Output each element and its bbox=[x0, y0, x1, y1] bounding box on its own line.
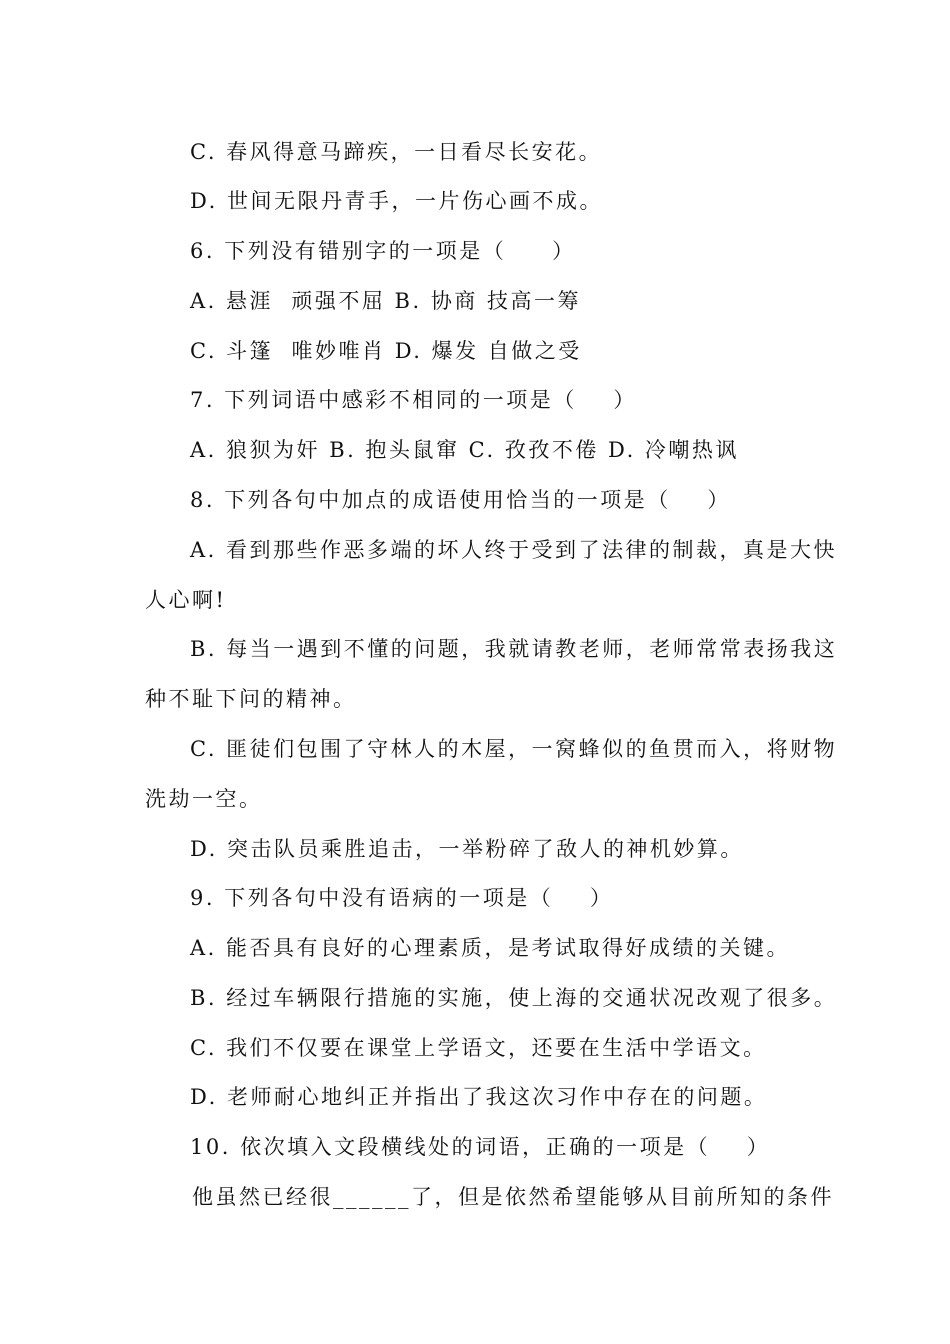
question-10: 10. 依次填入文段横线处的词语，正确的一项是（ ） bbox=[190, 1135, 771, 1159]
option-cd-q6: C. 斗篷 唯妙唯肖 D. 爆发 自做之受 bbox=[190, 339, 582, 363]
option-c-q8-continued: 洗劫一空。 bbox=[145, 787, 263, 811]
option-d-q5: D. 世间无限丹青手，一片伤心画不成。 bbox=[190, 189, 603, 213]
options-q7: A. 狼狈为奸 B. 抱头鼠窜 C. 孜孜不倦 D. 冷嘲热讽 bbox=[190, 438, 739, 462]
option-a-q8: A. 看到那些作恶多端的坏人终于受到了法律的制裁，真是大快 bbox=[190, 538, 838, 562]
question-9: 9. 下列各句中没有语病的一项是（ ） bbox=[190, 886, 614, 910]
option-c-q9: C. 我们不仅要在课堂上学语文，还要在生活中学语文。 bbox=[190, 1036, 767, 1060]
option-b-q8: B. 每当一遇到不懂的问题，我就请教老师，老师常常表扬我这 bbox=[190, 637, 838, 661]
option-c-q8: C. 匪徒们包围了守林人的木屋，一窝蜂似的鱼贯而入，将财物 bbox=[190, 737, 838, 761]
option-ab-q6: A. 悬涯 顽强不屈 B. 协商 技高一筹 bbox=[190, 289, 581, 313]
option-a-q9: A. 能否具有良好的心理素质，是考试取得好成绩的关键。 bbox=[190, 936, 791, 960]
option-d-q8: D. 突击队员乘胜追击，一举粉碎了敌人的神机妙算。 bbox=[190, 837, 744, 861]
question-8: 8. 下列各句中加点的成语使用恰当的一项是（ ） bbox=[190, 488, 731, 512]
option-d-q9: D. 老师耐心地纠正并指出了我这次习作中存在的问题。 bbox=[190, 1085, 768, 1109]
option-b-q9: B. 经过车辆限行措施的实施，使上海的交通状况改观了很多。 bbox=[190, 986, 838, 1010]
option-c-q5: C. 春风得意马蹄疾，一日看尽长安花。 bbox=[190, 140, 603, 164]
question-7: 7. 下列词语中感彩不相同的一项是（ ） bbox=[190, 388, 637, 412]
option-b-q8-continued: 种不耻下问的精神。 bbox=[145, 687, 357, 711]
question-6: 6. 下列没有错别字的一项是（ ） bbox=[190, 239, 576, 263]
passage-q10: 他虽然已经很______了，但是依然希望能够从目前所知的条件 bbox=[192, 1185, 834, 1209]
option-a-q8-continued: 人心啊! bbox=[145, 588, 227, 612]
